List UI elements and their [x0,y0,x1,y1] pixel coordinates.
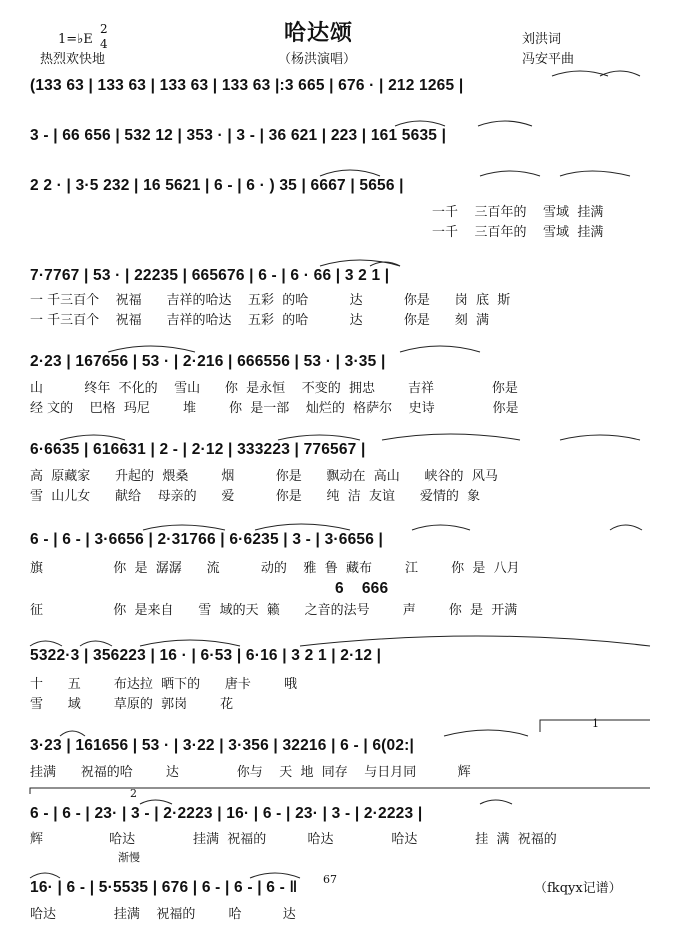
lyric-row-7-verse-2: 征 你 是来自 雪 域的天 籁 之音的法号 声 你 是 开满 [30,603,518,618]
volta-1-label: 1 [592,717,599,730]
slur [30,873,60,878]
lyric-row-6-verse-2: 雪 山儿女 献给 母亲的 爱 你是 纯 洁 友谊 爱情的 象 [30,489,481,504]
notation-row-1: (133 63 | 133 63 | 133 63 | 133 63 |:3 665 | 676 · | 212 1265 | [30,77,464,94]
lyric-row-7-verse-1: 旗 你 是 潺潺 流 动的 雅 鲁 藏布 江 你 是 八月 [30,561,520,576]
lyric-row-8-verse-1: 十 五 布达拉 晒下的 唐卡 哦 [30,677,297,692]
slur [382,434,520,440]
notation-row-4: 7·7767 | 53 · | 22235 | 665676 | 6 - | 6 · 66 | 3 2 1 | [30,267,390,284]
slur [140,640,240,646]
slur [560,435,640,440]
lyric-row-3-verse-1: 一千 三百年的 雪域 挂满 [432,205,604,220]
lyric-row-8-verse-2: 雪 域 草原的 郭岗 花 [30,697,234,712]
notation-row-2: 3 - | 66 656 | 532 12 | 353 · | 3 - | 36 621 | 223 | 161 5635 | [30,127,447,144]
tempo-mark-ritardando: 渐慢 [118,851,140,864]
slur [60,435,125,440]
slur [250,873,300,878]
slur [412,525,470,530]
tempo-marking: 热烈欢快地 [40,52,106,67]
song-title: 哈达颂 [284,20,354,46]
slur [80,641,112,646]
slur [444,730,528,736]
composer-credit: 冯安平曲 [522,52,575,67]
lyric-row-4-verse-1: 一 千三百个 祝福 吉祥的哈达 五彩 的哈 达 你是 岗 底 斯 [30,293,511,308]
notation-row-7: 6 - | 6 - | 3·6656 | 2·31766 | 6·6235 | 3 - | 3·6656 | [30,531,384,548]
slur [560,171,630,176]
notation-row-3: 2 2 · | 3·5 232 | 16 5621 | 6 - | 6 · ) 35 | 6667 | 5656 | [30,177,404,194]
slur [320,260,400,266]
singer-credit: （杨洪演唱） [278,52,357,67]
lyric-row-5-verse-2: 经 文的 巴格 玛尼 堆 你 是一部 灿烂的 格萨尔 史诗 你是 [30,401,519,416]
slur [395,121,445,126]
transcriber-credit: （fkqyx记谱） [534,881,622,896]
slur [480,800,512,804]
slur [60,731,85,736]
grace-note: 67 [323,873,337,886]
volta-2-label: 2 [130,787,137,800]
key-signature: 1=♭E [58,32,93,47]
notation-row-5: 2·23 | 167656 | 53 · | 2·216 | 666556 | 53 · | 3·35 | [30,353,386,370]
time-signature-bottom: 4 [100,37,108,51]
time-signature-top: 2 [100,22,108,36]
slur [30,641,62,646]
slur [552,71,608,76]
slur [320,170,380,176]
slur [478,121,532,126]
lyric-row-4-verse-2: 一 千三百个 祝福 吉祥的哈达 五彩 的哈 达 你是 刻 满 [30,313,489,328]
lyric-row-10: 辉 哈达 挂满 祝福的 哈达 哈达 挂 满 祝福的 [30,832,557,847]
volta-1-bracket [540,717,650,732]
slur [610,525,642,530]
slur [143,525,225,530]
notation-row-6: 6·6635 | 616631 | 2 - | 2·12 | 333223 | 776567 | [30,441,366,458]
slur [480,171,540,176]
lyric-row-3-verse-2: 一千 三百年的 雪域 挂满 [432,225,604,240]
slur [278,435,360,440]
notation-row-9: 3·23 | 161656 | 53 · | 3·22 | 3·356 | 32216 | 6 - | 6(02:| [30,737,415,754]
lyric-row-6-verse-1: 高 原藏家 升起的 煨桑 烟 你是 飘动在 高山 峡谷的 风马 [30,469,498,484]
volta-2-bracket [30,788,650,794]
lyric-row-11: 哈达 挂满 祝福的 哈 达 [30,907,296,922]
notation-row-8: 5322·3 | 356223 | 16 · | 6·53 | 6·16 | 3 2 1 | 2·12 | [30,647,382,664]
alternate-notes-row-7: 6 666 [335,580,389,597]
notation-row-11: 16· | 6 - | 5·5535 | 676 | 6 - | 6 - | 6 - ‖ [30,879,298,896]
lyric-row-9: 挂满 祝福的哈 达 你与 天 地 同存 与日月同 辉 [30,765,471,780]
slur [140,800,172,804]
lyricist-credit: 刘洪词 [522,32,562,47]
slur [108,346,195,352]
slur [300,636,650,646]
slur [400,346,480,352]
notation-row-10: 6 - | 6 - | 23· | 3 - | 2·2223 | 16· | 6 - | 23· | 3 - | 2·2223 | [30,805,423,822]
slur [255,524,350,530]
lyric-row-5-verse-1: 山 终年 不化的 雪山 你 是永恒 不变的 拥忠 吉祥 你是 [30,381,518,396]
